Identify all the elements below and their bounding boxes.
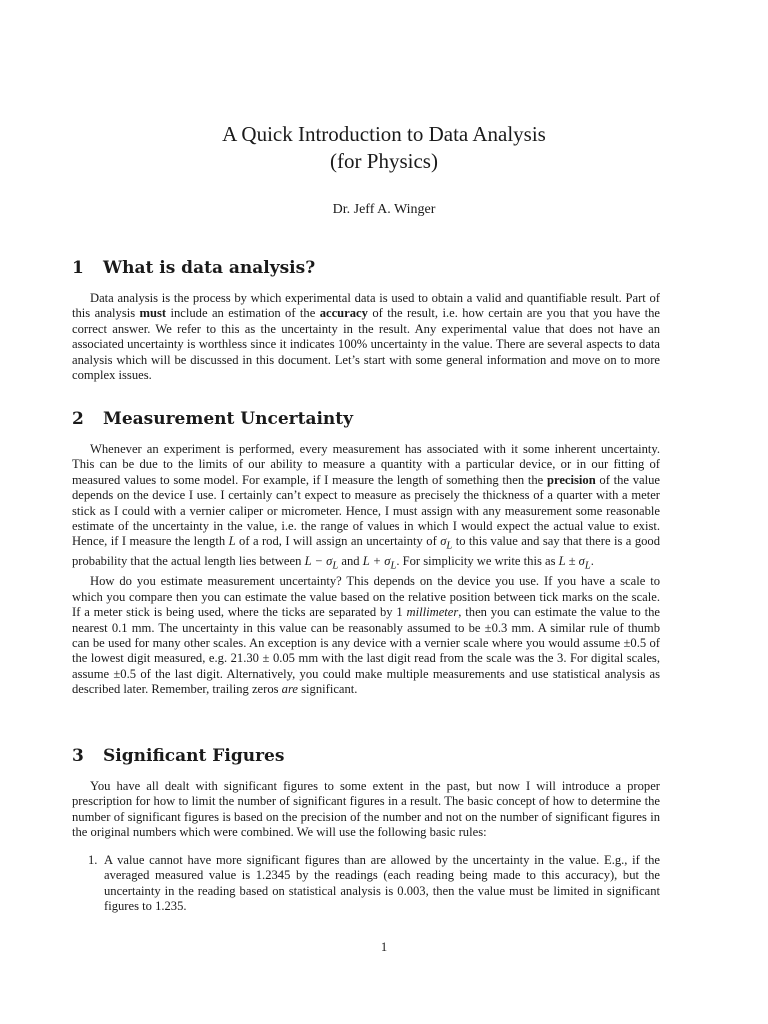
math-expression: L + σ (362, 554, 391, 569)
document-title (0, 121, 768, 175)
section-title: Significant Figures (103, 746, 285, 766)
emphasis-millimeter: millimeter (406, 605, 459, 620)
emphasis-precision: precision (546, 472, 596, 487)
math-expression: L − σ (304, 554, 333, 569)
section-2-heading (72, 408, 353, 430)
math-subscript: L (332, 560, 339, 572)
text-run: , then you can estimate the value to the nearest 0.1 mm. The uncertainty in this value can be reasonably assumed to be ±0.3 mm. A similar rule of thumb can be used for many other scales. An exception is any device with a vernier scale where you would assume ±0.5 of the lowest digit measured, e.g. 21.30 ± 0.05 mm with the last digit read from the scale was the 3. For digital scales, assume ±0.5 of the last digit. Alternatively, you could make multiple measurements and use statistical analysis as described later. Remember, trailing zeros (72, 605, 661, 697)
math-subscript: L (390, 560, 397, 572)
math-var: σ (440, 534, 447, 549)
section-number: 1 (72, 258, 84, 278)
text-run: significant. (298, 682, 358, 697)
emphasis-are: are (281, 682, 298, 697)
section-number: 2 (72, 409, 84, 429)
text-run: Data analysis is the process by which experimental data is used to obtain a valid and quantifiable result. Part of this analysis (72, 291, 660, 321)
text-run: of the result, i.e. how certain are you that you have the correct answer. We refer to this as the uncertainty in the result. Any experimental value that does not have an associated uncertainty is worthless since it indicates 100% uncertainty in the value. There are several aspects to data analysis which will be discussed in this document. Let’s start with some general information and move on to more complex issues. (72, 306, 660, 383)
section-3-body (72, 779, 660, 841)
list-marker: 1. (88, 853, 98, 867)
rules-list (88, 853, 660, 915)
math-subscript: L (446, 540, 453, 552)
emphasis-must: must (139, 306, 167, 321)
paragraph (72, 442, 660, 574)
text-run: of the value depends on the device I use. I certainly can’t expect to measure as precisely the thickness of a quarter with a meter stick as I could with a vernier caliper or micrometer. Hence, I must assign with any measurement some reasonable estimate of the uncertainty in the value, i.e. the range of values in which I would expect the actual value to exist. Hence, if I measure the length (72, 472, 661, 549)
page-number: 1 (380, 940, 388, 954)
section-2-body (72, 442, 660, 698)
math-var: L (228, 534, 236, 549)
text-run: How do you estimate measurement uncertainty? This depends on the device you use. If you have a scale to which you compare then you can estimate the value based on the relative position between tick marks on the scale. If a meter stick is being used, where the ticks are separated by 1 (72, 574, 660, 620)
text-run: of a rod, I will assign an uncertainty of (235, 534, 441, 549)
section-number: 3 (72, 746, 84, 766)
section-1-heading (72, 257, 315, 279)
text-run: . (590, 554, 594, 569)
emphasis-accuracy: accuracy (319, 306, 368, 321)
paragraph: You have all dealt with significant figures to some extent in the past, but now I will introduce a proper prescription for how to limit the number of significant figures in a result. The basic concept of how to determine the number of significant figures is based on the precision of the number and not on the number of significant figures in the original numbers which were combined. We will use the following basic rules: (72, 779, 660, 840)
text-run: and (338, 554, 363, 569)
section-title: What is data analysis? (103, 258, 316, 278)
paragraph (72, 291, 660, 383)
text-run: to this value and say that there is a good probability that the actual length lies between (72, 534, 661, 569)
list-item-text: A value cannot have more significant figures than are allowed by the uncertainty in the value. E.g., if the averaged measured value is 1.2345 by the readings (each reading being made to this accuracy), but the uncertainty in the reading based on statistical analysis is 0.003, then the value must be limited in significant figures to 1.235. (104, 853, 660, 914)
math-subscript: L (584, 560, 591, 572)
title-line-2: (for Physics) (330, 149, 438, 173)
author-name: Dr. Jeff A. Winger (332, 202, 436, 217)
section-title: Measurement Uncertainty (103, 409, 354, 429)
section-3-heading (72, 745, 284, 767)
text-run: Whenever an experiment is performed, every measurement has associated with it some inherent uncertainty. This can be due to the limits of our ability to measure a quantity with a particular device, or in our fitting of measured values to some model. For example, if I measure the length of something then the (72, 442, 660, 487)
title-line-1: A Quick Introduction to Data Analysis (222, 122, 546, 146)
section-1-body (72, 291, 660, 383)
paragraph (72, 574, 660, 697)
list-item (88, 853, 660, 915)
text-run: include an estimation of the (166, 306, 320, 321)
text-run: . For simplicity we write this as (396, 554, 559, 569)
math-expression: L ± σ (558, 554, 585, 569)
